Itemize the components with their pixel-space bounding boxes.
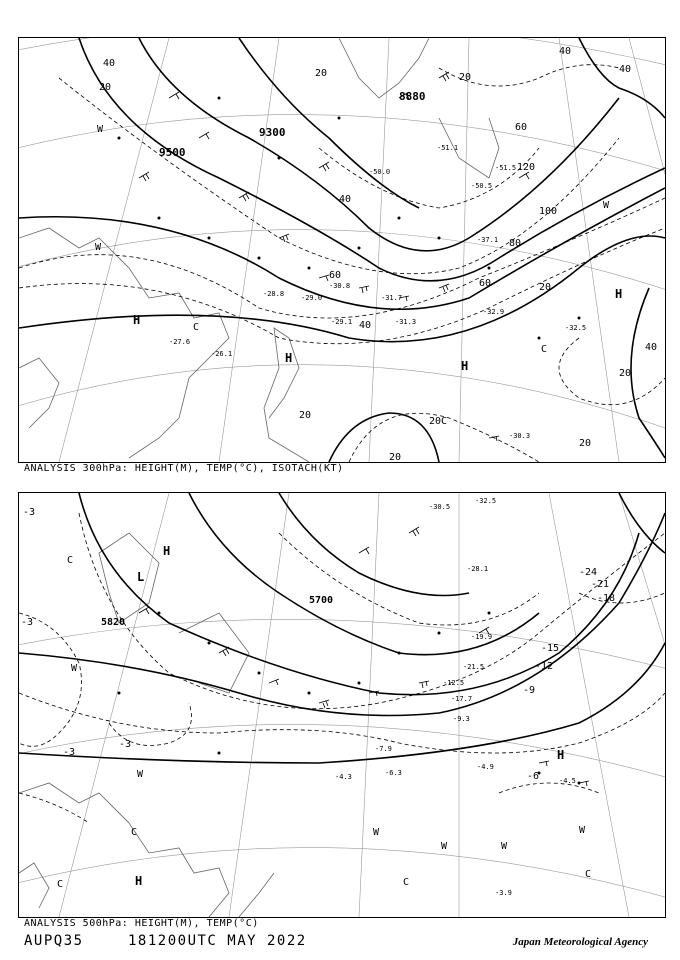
pressure-center: H — [615, 287, 623, 301]
temperature-value: -4.3 — [335, 773, 352, 781]
pressure-center: H — [163, 544, 171, 558]
pressure-center: H — [557, 748, 565, 762]
temperature-value: -26.1 — [211, 350, 233, 358]
temperature-value: -32.9 — [483, 308, 505, 316]
contour-label: -9 — [523, 685, 536, 696]
temperature-value: -12.5 — [443, 679, 465, 687]
isotach-label: 40 — [103, 58, 116, 69]
isotach-label: 20 — [99, 82, 112, 93]
temperature-value: -6.3 — [385, 769, 402, 777]
temperature-value: -17.7 — [451, 695, 473, 703]
pressure-center: W — [373, 827, 380, 838]
contour-label: -3 — [119, 739, 132, 750]
valid-time: 181200UTC MAY 2022 — [128, 933, 307, 949]
pressure-center: W — [71, 663, 78, 674]
isotach-label: 20 — [579, 438, 592, 449]
isotach-label: 40 — [359, 320, 372, 331]
pressure-center: H — [461, 359, 469, 373]
map-500hpa-graphic — [19, 493, 665, 917]
chart-code: AUPQ35 — [24, 933, 84, 949]
pressure-center: W — [97, 124, 104, 135]
isotach-label: 100 — [539, 206, 558, 217]
isotach-label: 60 — [515, 122, 528, 133]
isotach-label: 20C — [429, 416, 448, 427]
temperature-value: -50.5 — [471, 182, 493, 190]
temperature-value: -30.3 — [509, 432, 531, 440]
pressure-center: W — [441, 841, 448, 852]
coastlines — [19, 533, 274, 917]
pressure-center: C — [131, 827, 138, 838]
height-label: 8880 — [399, 90, 426, 103]
panel-300-caption: ANALYSIS 300hPa: HEIGHT(M), TEMP(°C), ISOTACH(KT) — [24, 463, 344, 474]
height-label: 9300 — [259, 126, 286, 139]
contour-label: -12 — [535, 661, 554, 672]
height-label: 5820 — [101, 617, 126, 628]
contour-label: -21 — [591, 579, 610, 590]
contour-label: -18 — [597, 593, 616, 604]
map-panel-500hpa — [18, 492, 666, 918]
station-markers — [118, 612, 581, 785]
isotach-label: 20 — [539, 282, 552, 293]
graticule — [19, 493, 665, 917]
pressure-center: C — [67, 555, 74, 566]
isotach-label: 60 — [329, 270, 342, 281]
pressure-center: W — [137, 769, 144, 780]
isotach-label: 80 — [509, 238, 522, 249]
temperature-value: -31.7 — [381, 294, 403, 302]
agency-name: Japan Meteorological Agency — [512, 936, 648, 948]
contour-label: -6 — [527, 771, 540, 782]
temperature-value: -9.3 — [453, 715, 470, 723]
isotach-label: 20 — [299, 410, 312, 421]
temperature-value: -50.0 — [369, 168, 391, 176]
isotach-label: 20 — [619, 368, 632, 379]
pressure-center: W — [95, 242, 102, 253]
temperature-value: -27.6 — [169, 338, 191, 346]
pressure-center: H — [133, 313, 141, 327]
temperature-value: -32.5 — [475, 497, 497, 505]
temperature-value: -51.5 — [495, 164, 517, 172]
isotach-label: 20 — [459, 72, 472, 83]
isotach-label: 40 — [339, 194, 352, 205]
temperature-value: -21.5 — [463, 663, 485, 671]
contour-label: -3 — [63, 747, 76, 758]
temperature-value: -32.5 — [565, 324, 587, 332]
pressure-center: W — [579, 825, 586, 836]
panel-500-caption: ANALYSIS 500hPa: HEIGHT(M), TEMP(°C) — [24, 918, 259, 929]
temperature-value: -31.3 — [395, 318, 417, 326]
temperature-value: -4.5 — [559, 777, 576, 785]
pressure-center: L — [137, 570, 145, 584]
temperature-value: -28.1 — [467, 565, 489, 573]
isotherms — [19, 65, 665, 462]
temperature-value: -30.5 — [429, 503, 451, 511]
pressure-center: W — [501, 841, 508, 852]
isotach-label: 20 — [315, 68, 328, 79]
pressure-center: C — [585, 869, 592, 880]
temperature-value: -19.9 — [471, 633, 493, 641]
isotach-label: 40 — [645, 342, 658, 353]
pressure-center: C — [193, 322, 200, 333]
pressure-center: C — [541, 344, 548, 355]
wind-barbs — [139, 527, 589, 786]
contour-label: -3 — [21, 617, 34, 628]
pressure-center: W — [603, 200, 610, 211]
temperature-value: -51.1 — [437, 144, 459, 152]
height-label: 9500 — [159, 146, 186, 159]
temperature-value: -28.8 — [263, 290, 285, 298]
graticule — [19, 38, 665, 462]
temperature-value: -4.9 — [477, 763, 494, 771]
contour-label: -24 — [579, 567, 598, 578]
temperature-value: -7.9 — [375, 745, 392, 753]
map-300hpa-graphic — [19, 38, 665, 462]
temperature-value: -37.1 — [477, 236, 499, 244]
temperature-value: -30.8 — [329, 282, 351, 290]
isotach-label: 120 — [517, 162, 536, 173]
isotach-label: 40 — [559, 46, 572, 57]
isotach-label: 60 — [479, 278, 492, 289]
temperature-value: -29.1 — [331, 318, 353, 326]
height-label: 5700 — [309, 595, 334, 606]
map-panel-300hpa — [18, 37, 666, 463]
contour-label: -3 — [23, 507, 36, 518]
isotach-label: 40 — [619, 64, 632, 75]
temperature-value: -29.0 — [301, 294, 323, 302]
pressure-center: H — [135, 874, 143, 888]
temperature-value: -3.9 — [495, 889, 512, 897]
isotach-label: 20 — [389, 452, 402, 462]
pressure-center: H — [285, 351, 293, 365]
pressure-center: C — [403, 877, 410, 888]
contour-label: -15 — [541, 643, 560, 654]
pressure-center: C — [57, 879, 64, 890]
